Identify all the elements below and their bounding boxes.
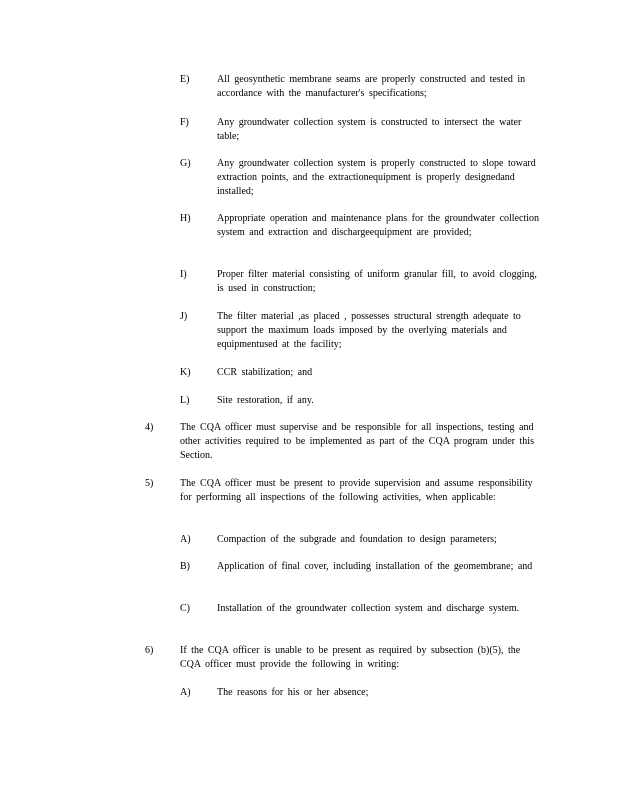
item-label: J): [180, 311, 188, 322]
item-text: Any groundwater collection system is properly constructed to slope toward extraction points, and the extractionequipment is properly designedand installed;: [217, 158, 536, 197]
item-label: I): [180, 269, 187, 280]
item-text: All geosynthetic membrane seams are properly constructed and tested in accordance with the manufacturer's specifications;: [217, 74, 526, 99]
item-text: The filter material ,as placed , possesses structural strength adequate to support the maximum loads imposed by the overlying materials and equipmentused at the facility;: [217, 311, 521, 350]
item-label: 4): [145, 422, 154, 433]
item-text: Proper filter material consisting of uniform granular fill, to avoid clogging, is used in construction;: [217, 269, 537, 294]
item-label: F): [180, 117, 189, 128]
item-text: If the CQA officer is unable to be present as required by subsection (b)(5), the CQA officer must provide the following in writing:: [180, 645, 521, 670]
item-text: The reasons for his or her absence;: [217, 687, 369, 698]
item-label: A): [180, 534, 191, 545]
item-label: A): [180, 687, 191, 698]
item-label: C): [180, 603, 190, 614]
item-text: Installation of the groundwater collection system and discharge system.: [217, 603, 520, 614]
item-text: The CQA officer must be present to provide supervision and assume responsibility for performing all inspections of the following activities, when applicable:: [180, 478, 533, 503]
item-label: K): [180, 367, 191, 378]
item-text: Any groundwater collection system is constructed to intersect the water table;: [217, 117, 522, 142]
item-text: Site restoration, if any.: [217, 395, 314, 406]
item-text: CCR stabilization; and: [217, 367, 313, 378]
item-text: Application of final cover, including installation of the geomembrane; and: [217, 561, 533, 572]
item-label: 6): [145, 645, 154, 656]
item-label: E): [180, 74, 190, 85]
item-text: Appropriate operation and maintenance plans for the groundwater collection system and extraction and dischargeequipment are provided;: [217, 213, 539, 238]
item-text: Compaction of the subgrade and foundation to design parameters;: [217, 534, 497, 545]
item-text: The CQA officer must supervise and be responsible for all inspections, testing and other activities required to be implemented as part of the CQA program under this Section.: [180, 422, 534, 461]
item-label: 5): [145, 478, 154, 489]
item-label: G): [180, 158, 191, 169]
item-label: B): [180, 561, 190, 572]
item-label: H): [180, 213, 191, 224]
item-label: L): [180, 395, 190, 406]
